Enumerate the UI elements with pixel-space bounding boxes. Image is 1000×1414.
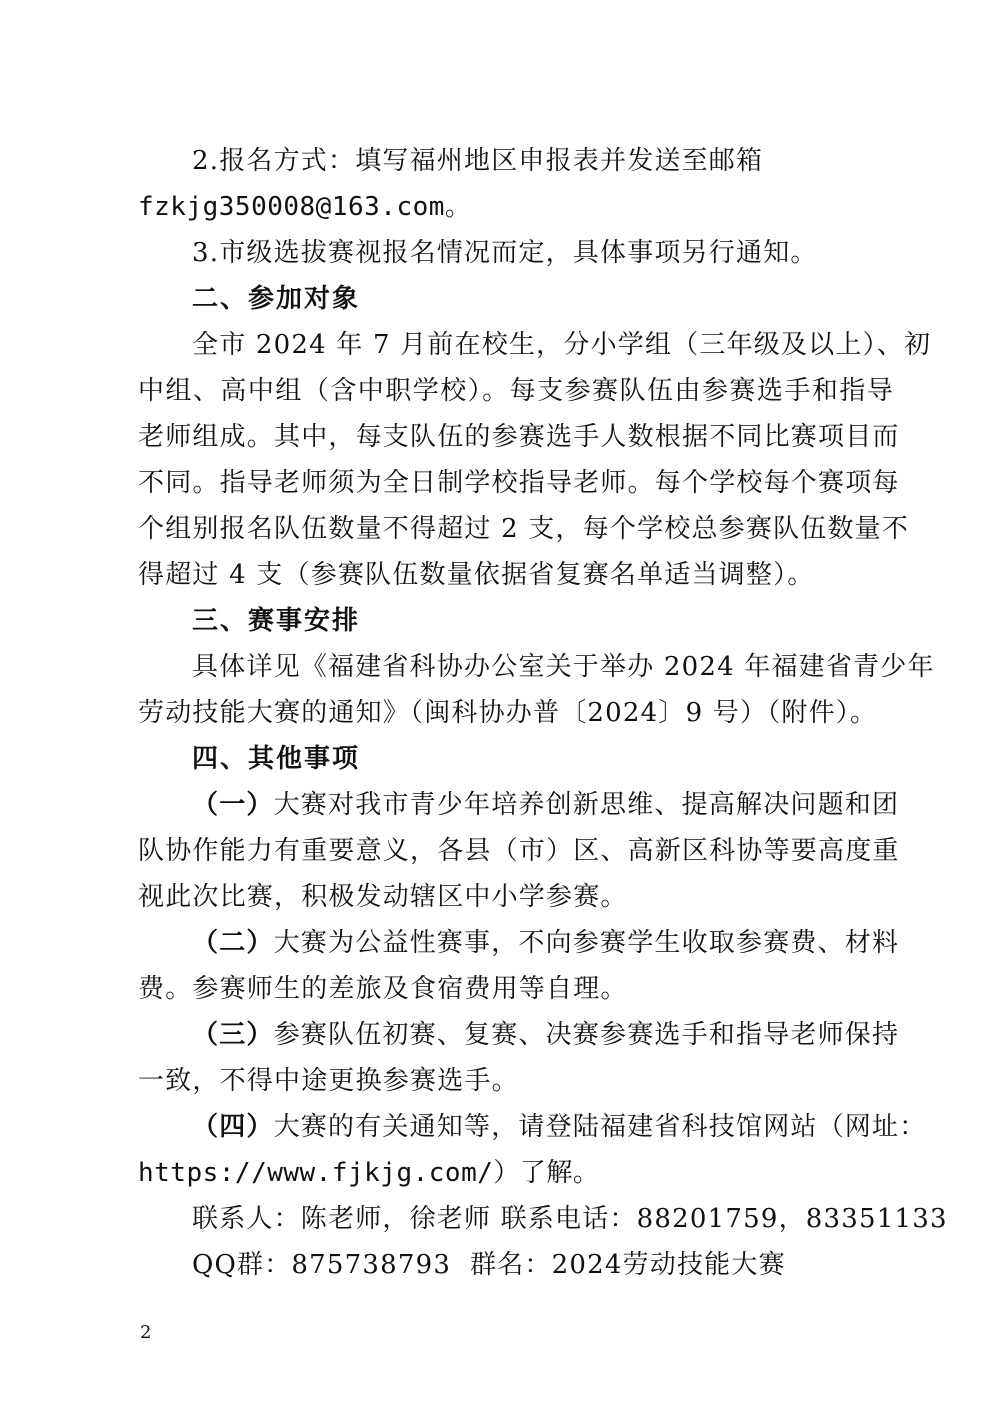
participants-paragraph-line-6: 得超过 4 支（参赛队伍数量依据省复赛名单适当调整）。 — [138, 560, 815, 590]
item-two-line-2: 费。参赛师生的差旅及食宿费用等自理。 — [138, 974, 628, 1004]
participants-paragraph-line-3: 老师组成。其中，每支队伍的参赛选手人数根据不同比赛项目而 — [138, 422, 900, 452]
item-three-text: 参赛队伍初赛、复赛、决赛参赛选手和指导老师保持 — [273, 1020, 900, 1050]
item-two-label: （二） — [192, 928, 274, 958]
qq-group-name: 群名：2024劳动技能大赛 — [470, 1250, 786, 1280]
qq-group-number: QQ群：875738793 — [192, 1250, 452, 1280]
item-two-line-1 — [192, 920, 900, 966]
item-four-text: 大赛的有关通知等，请登陆福建省科技馆网站（网址： — [273, 1112, 927, 1142]
participants-paragraph-line-1: 全市 2024 年 7 月前在校生，分小学组（三年级及以上）、初 — [192, 330, 932, 360]
participants-paragraph-line-5: 个组别报名队伍数量不得超过 2 支，每个学校总参赛队伍数量不 — [138, 514, 910, 544]
arrangement-paragraph-line-2: 劳动技能大赛的通知》（闽科协办普〔2024〕9 号）（附件）。 — [138, 698, 878, 728]
item-three-line-2: 一致，不得中途更换参赛选手。 — [138, 1066, 519, 1096]
item-four-line-1 — [192, 1104, 927, 1150]
section-heading-participants: 二、参加对象 — [192, 284, 361, 314]
item-one-label: （一） — [192, 790, 274, 820]
participants-paragraph-line-4: 不同。指导老师须为全日制学校指导老师。每个学校每个赛项每 — [138, 468, 900, 498]
item-one-line-1 — [192, 782, 900, 828]
page-number: 2 — [140, 1322, 152, 1343]
registration-method-line: 2.报名方式：填写福州地区申报表并发送至邮箱 — [192, 146, 764, 176]
website-url-line: https://www.fjkjg.com/）了解。 — [138, 1158, 600, 1188]
city-selection-line: 3.市级选拔赛视报名情况而定，具体事项另行通知。 — [192, 238, 818, 268]
item-three-line-1 — [192, 1012, 900, 1058]
item-two-text: 大赛为公益性赛事，不向参赛学生收取参赛费、材料 — [273, 928, 900, 958]
item-three-label: （三） — [192, 1020, 274, 1050]
item-one-line-3: 视此次比赛，积极发动辖区中小学参赛。 — [138, 882, 628, 912]
item-one-line-2: 队协作能力有重要意义，各县（市）区、高新区科协等要高度重 — [138, 836, 900, 866]
section-heading-arrangement: 三、赛事安排 — [192, 606, 361, 636]
contact-qq-line — [192, 1242, 894, 1288]
item-four-label: （四） — [192, 1112, 274, 1142]
participants-paragraph-line-2: 中组、高中组（含中职学校）。每支参赛队伍由参赛选手和指导 — [138, 376, 894, 406]
item-one-text: 大赛对我市青少年培养创新思维、提高解决问题和团 — [273, 790, 900, 820]
registration-email-line: fzkjg350008@163.com。 — [138, 192, 472, 222]
contact-persons-line: 联系人：陈老师，徐老师 联系电话：88201759，83351133 — [192, 1204, 948, 1234]
section-heading-other-matters: 四、其他事项 — [192, 744, 361, 774]
arrangement-paragraph-line-1: 具体详见《福建省科协办公室关于举办 2024 年福建省青少年 — [192, 652, 935, 682]
